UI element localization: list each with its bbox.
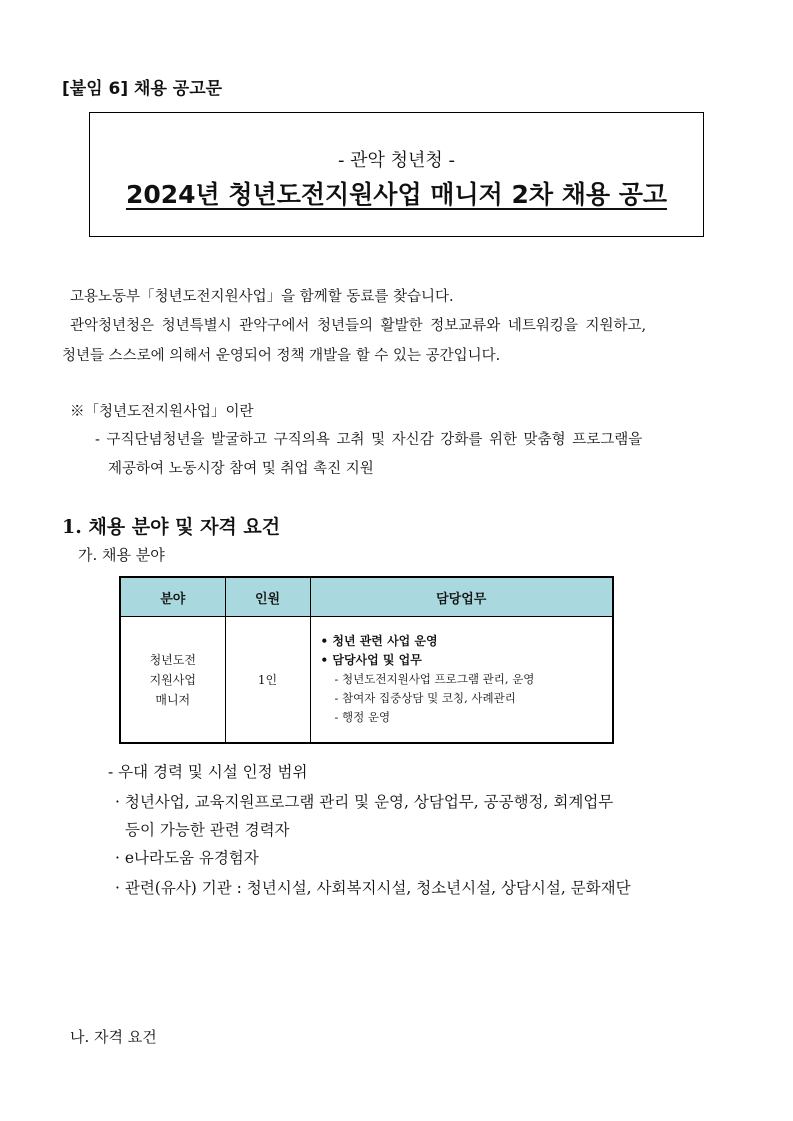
attachment-label: [붙임 6] 채용 공고문 bbox=[62, 79, 223, 99]
duty-main-item: • 청년 관련 사업 운영 bbox=[320, 634, 438, 648]
note-title: ※「청년도전지원사업」이란 bbox=[70, 404, 254, 420]
preference-item: · 관련(유사) 기관 : 청년시설, 사회복지시설, 청소년시설, 상담시설, 문화재단 bbox=[115, 879, 631, 897]
header-headcount: 인원 bbox=[225, 577, 310, 617]
subsection-qualifications: 나. 자격 요건 bbox=[70, 1028, 157, 1046]
title-box bbox=[89, 112, 704, 237]
duty-main-item: • 담당사업 및 업무 bbox=[320, 653, 422, 667]
announcement-subtitle: - 관악 청년청 - bbox=[337, 150, 456, 171]
announcement-title: 2024년 청년도전지원사업 매니저 2차 채용 공고 bbox=[125, 180, 668, 209]
field-line: 매니저 bbox=[155, 692, 191, 707]
headcount-cell: 1인 bbox=[225, 617, 310, 744]
section-heading: 1. 채용 분야 및 자격 요건 bbox=[62, 516, 281, 538]
duty-sub-item: - 행정 운영 bbox=[334, 710, 391, 724]
table-header-row bbox=[120, 577, 613, 617]
intro-line-1: 고용노동부「청년도전지원사업」을 함께할 동료를 찾습니다. bbox=[70, 289, 454, 305]
header-field: 분야 bbox=[120, 577, 225, 617]
field-line: 지원사업 bbox=[149, 672, 196, 687]
field-line: 청년도전 bbox=[149, 652, 196, 667]
field-cell bbox=[120, 617, 225, 744]
intro-line-3: 청년들 스스로에 의해서 운영되어 정책 개발을 할 수 있는 공간입니다. bbox=[62, 348, 501, 364]
duties-cell bbox=[310, 617, 613, 744]
preference-item: · e나라도움 유경험자 bbox=[115, 849, 259, 867]
note-line-1: - 구직단념청년을 발굴하고 구직의욕 고취 및 자신감 강화를 위한 맞춤형 프로그램을 bbox=[95, 432, 643, 448]
note-line-2: 제공하여 노동시장 참여 및 취업 촉진 지원 bbox=[108, 461, 374, 477]
preference-item: · 청년사업, 교육지원프로그램 관리 및 운영, 상담업무, 공공행정, 회계업무 bbox=[115, 793, 614, 811]
table-row bbox=[120, 617, 613, 744]
subsection-recruit-field: 가. 채용 분야 bbox=[78, 546, 165, 564]
recruitment-table bbox=[119, 576, 614, 744]
preference-title: - 우대 경력 및 시설 인정 범위 bbox=[108, 763, 308, 781]
intro-line-2: 관악청년청은 청년특별시 관악구에서 청년들의 활발한 정보교류와 네트워킹을 지원하고, bbox=[70, 318, 647, 334]
header-duties: 담당업무 bbox=[310, 577, 613, 617]
duty-sub-item: - 참여자 집중상담 및 코칭, 사례관리 bbox=[334, 691, 516, 705]
duty-sub-item: - 청년도전지원사업 프로그램 관리, 운영 bbox=[334, 672, 535, 686]
preference-item-continued: 등이 가능한 관련 경력자 bbox=[125, 821, 290, 839]
